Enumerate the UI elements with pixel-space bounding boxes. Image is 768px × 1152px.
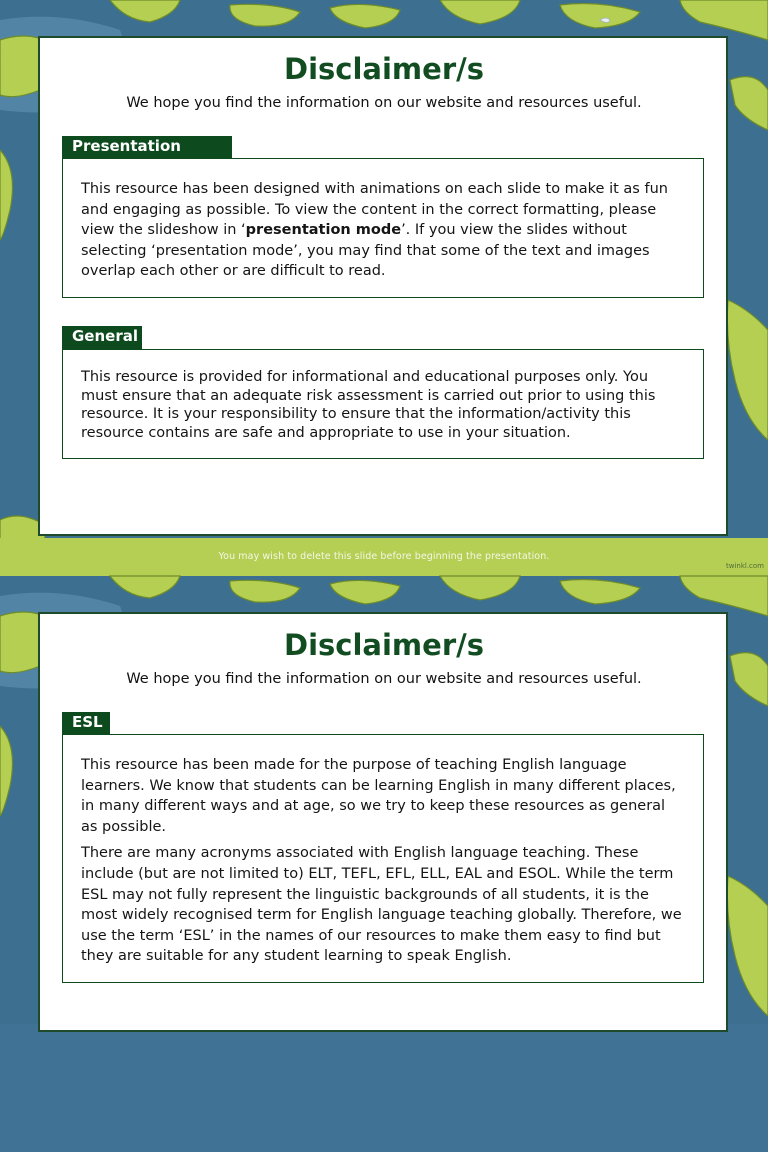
section-text-esl-2: There are many acronyms associated with English language teaching. These include (but are not limited to) ELT, TEFL, EFL, ELL, EAL and ESOL. While the term ESL may not fully represent the linguistic backgrounds of all students, it is the most widely recognised term for English language teaching globally. Therefore, we use the term ‘ESL’ in the names of our resources to make them easy to find but they are suitable for any student learning to speak English. <box>81 845 682 965</box>
page-title: Disclaimer/s <box>284 52 484 86</box>
page-subtitle: We hope you find the information on our website and resources useful. <box>126 671 642 687</box>
page-subtitle: We hope you find the information on our website and resources useful. <box>126 95 642 111</box>
section-tab-presentation-mode: Presentation <box>62 136 232 158</box>
emphasis-presentation-mode: presentation mode <box>245 222 402 239</box>
section-box-presentation-mode <box>62 158 704 298</box>
section-text-esl-1: This resource has been made for the purpose of teaching English language learners. We know that students can be learning English in many different places, in many different ways and at age, so we try to keep these resources as general as possible. <box>81 757 676 835</box>
twinkl-logo: twinkl.com <box>725 562 764 570</box>
footer-note: You may wish to delete this slide before beginning the presentation. <box>218 551 550 562</box>
section-tab-general: General <box>62 326 142 350</box>
section-tab-esl: ESL <box>62 712 110 735</box>
section-box-esl <box>62 734 704 983</box>
slide-2 <box>0 576 768 1024</box>
section-text-general: This resource is provided for informational and educational purposes only. You must ensure that an adequate risk assessment is carried out prior to using this resource. It is your responsibility to ensure that the information/activity this resource contains are safe and appropriate to use in your situation. <box>81 369 656 441</box>
section-text-presentation-mode: This resource has been designed with animations on each slide to make it as fun and engaging as possible. To view the content in the correct formatting, please view the slideshow in ‘presentation mode’. If you view the slides without selecting ‘presentation mode’, you may find that some of the text and images overlap each other or are difficult to read. <box>81 181 668 280</box>
section-box-general <box>62 349 704 459</box>
page-title: Disclaimer/s <box>284 628 484 662</box>
